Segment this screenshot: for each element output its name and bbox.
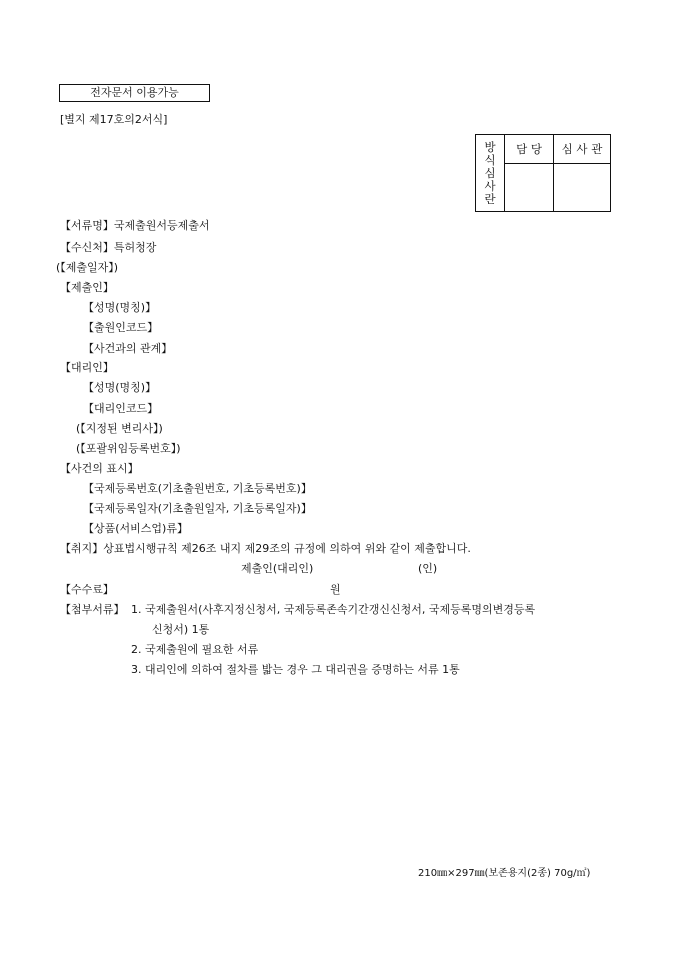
submit-date-field: (【제출일자】) (56, 261, 119, 274)
agent-code-field: 【대리인코드】 (83, 402, 159, 415)
doc-name-field: 【서류명】국제출원서등제출서 (60, 219, 210, 232)
attachment-item-2: 2. 국제출원에 필요한 서류 (131, 643, 259, 656)
approval-table (475, 134, 611, 212)
intl-registration-number-field: 【국제등록번호(기초출원번호, 기초등록번호)】 (83, 482, 312, 495)
approval-staff-sign-cell (505, 164, 554, 212)
submitter-section: 【제출인】 (60, 281, 114, 294)
general-power-number-field: (【포괄위임등록번호】) (76, 442, 181, 455)
attachment-item-3: 3. 대리인에 의하여 절차를 밟는 경우 그 대리권을 증명하는 서류 1통 (131, 663, 460, 676)
attachments-label: 【첨부서류】 (60, 603, 125, 616)
approval-staff-header: 담 당 (505, 135, 554, 164)
intl-registration-date-field: 【국제등록일자(기초출원일자, 기초등록일자)】 (83, 502, 312, 515)
agent-name-field: 【성명(명칭)】 (83, 381, 157, 394)
signer-label: 제출인(대리인) (241, 562, 314, 575)
submitter-relation-field: 【사건과의 관계】 (83, 342, 173, 355)
approval-side-label: 방 식 심 사 란 (476, 135, 505, 212)
fee-unit: 원 (330, 583, 341, 596)
fee-label: 【수수료】 (60, 583, 114, 596)
approval-examiner-sign-cell (554, 164, 611, 212)
agent-section: 【대리인】 (60, 361, 114, 374)
submitter-code-field: 【출원인코드】 (83, 321, 159, 334)
goods-class-field: 【상품(서비스업)류】 (83, 522, 188, 535)
approval-examiner-header: 심 사 관 (554, 135, 611, 164)
designated-attorney-field: (【지정된 변리사】) (76, 422, 163, 435)
case-display-section: 【사건의 표시】 (60, 462, 139, 475)
recipient-field: 【수신처】특허청장 (60, 241, 157, 254)
attachment-item-1: 1. 국제출원서(사후지정신청서, 국제등록존속기간갱신신청서, 국제등록명의변경등록 (131, 603, 536, 616)
form-reference: [별지 제17호의2서식] (60, 113, 168, 126)
seal-mark: (인) (418, 562, 438, 575)
submitter-name-field: 【성명(명칭)】 (83, 301, 157, 314)
e-document-badge: 전자문서 이용가능 (59, 84, 210, 102)
attachment-item-1-continued: 신청서) 1통 (152, 623, 210, 636)
purpose-statement: 【취지】상표법시행규칙 제26조 내지 제29조의 규정에 의하여 위와 같이 제출합니다. (60, 542, 471, 555)
paper-spec-footer: 210㎜×297㎜(보존용지(2종) 70g/㎡) (418, 868, 591, 879)
